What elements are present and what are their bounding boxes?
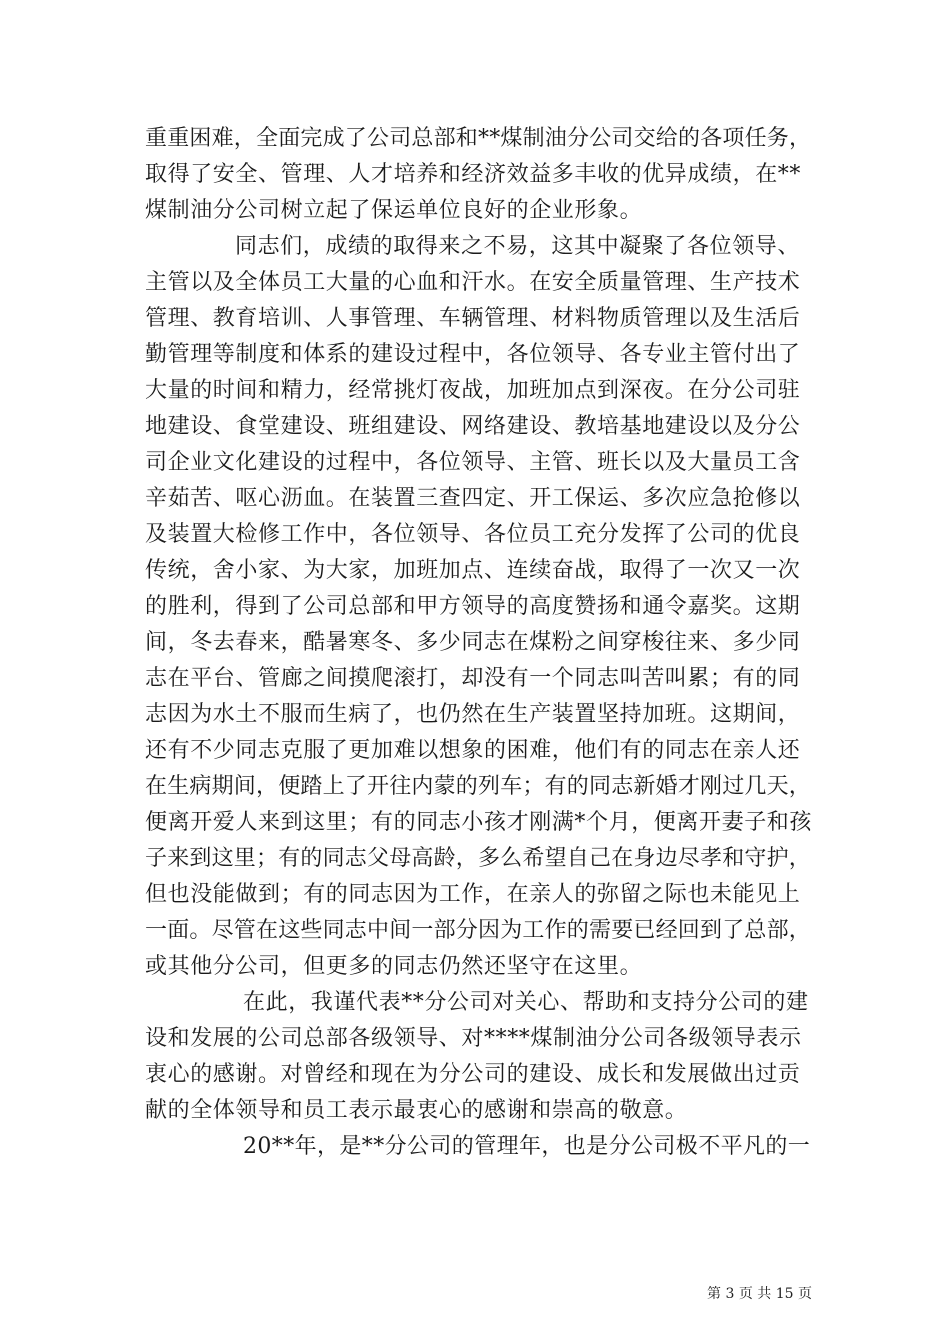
text-line: 传统，舍小家、为大家，加班加点、连续奋战，取得了一次又一次 (145, 558, 801, 583)
text-line: 还有不少同志克服了更加难以想象的困难，他们有的同志在亲人还 (145, 738, 801, 763)
text-line: 辛茹苦、呕心沥血。在装置三查四定、开工保运、多次应急抢修以 (145, 486, 801, 511)
text-line: 但也没能做到；有的同志因为工作，在亲人的弥留之际也未能见上 (145, 882, 801, 907)
text-line: 子来到这里；有的同志父母高龄，多么希望自己在身边尽孝和守护， (145, 846, 812, 871)
text-line: 勤管理等制度和体系的建设过程中，各位领导、各专业主管付出了 (145, 342, 801, 367)
paragraph-first-line: 在此，我谨代表**分公司对关心、帮助和支持分公司的建 (243, 990, 809, 1015)
page-number-footer: 第 3 页 共 15 页 (707, 1286, 812, 1302)
paragraph-first-line: 同志们，成绩的取得来之不易，这其中凝聚了各位领导、 (235, 234, 801, 259)
paragraph-first-line: 20**年，是**分公司的管理年，也是分公司极不平凡的一 (243, 1134, 811, 1159)
text-line: 主管以及全体员工大量的心血和汗水。在安全质量管理、生产技术 (145, 270, 801, 295)
text-line: 一面。尽管在这些同志中间一部分因为工作的需要已经回到了总部， (145, 918, 812, 943)
text-line: 管理、教育培训、人事管理、车辆管理、材料物质管理以及生活后 (145, 306, 801, 331)
text-line: 或其他分公司，但更多的同志仍然还坚守在这里。 (145, 954, 643, 979)
text-line: 献的全体领导和员工表示最衷心的感谢和崇高的敬意。 (145, 1098, 688, 1123)
text-line: 司企业文化建设的过程中，各位领导、主管、班长以及大量员工含 (145, 450, 801, 475)
text-line: 便离开爱人来到这里；有的同志小孩才刚满*个月，便离开妻子和孩 (145, 810, 813, 835)
text-line: 志因为水土不服而生病了，也仍然在生产装置坚持加班。这期间， (145, 702, 801, 727)
text-line: 在生病期间，便踏上了开往内蒙的列车；有的同志新婚才刚过几天， (145, 774, 812, 799)
text-line: 及装置大检修工作中，各位领导、各位员工充分发挥了公司的优良 (145, 522, 801, 547)
text-line: 取得了安全、管理、人才培养和经济效益多丰收的优异成绩，在** (145, 162, 802, 187)
text-line: 地建设、食堂建设、班组建设、网络建设、教培基地建设以及分公 (145, 414, 801, 439)
text-line: 设和发展的公司总部各级领导、对****煤制油分公司各级领导表示 (145, 1026, 802, 1051)
text-line: 大量的时间和精力，经常挑灯夜战，加班加点到深夜。在分公司驻 (145, 378, 801, 403)
text-line: 煤制油分公司树立起了保运单位良好的企业形象。 (145, 198, 643, 223)
text-line: 衷心的感谢。对曾经和现在为分公司的建设、成长和发展做出过贡 (145, 1062, 801, 1087)
text-line: 志在平台、管廊之间摸爬滚打，却没有一个同志叫苦叫累；有的同 (145, 666, 801, 691)
text-line: 间，冬去春来，酷暑寒冬、多少同志在煤粉之间穿梭往来、多少同 (145, 630, 801, 655)
text-line: 重重困难，全面完成了公司总部和**煤制油分公司交给的各项任务， (145, 126, 812, 151)
text-line: 的胜利，得到了公司总部和甲方领导的高度赞扬和通令嘉奖。这期 (145, 594, 801, 619)
